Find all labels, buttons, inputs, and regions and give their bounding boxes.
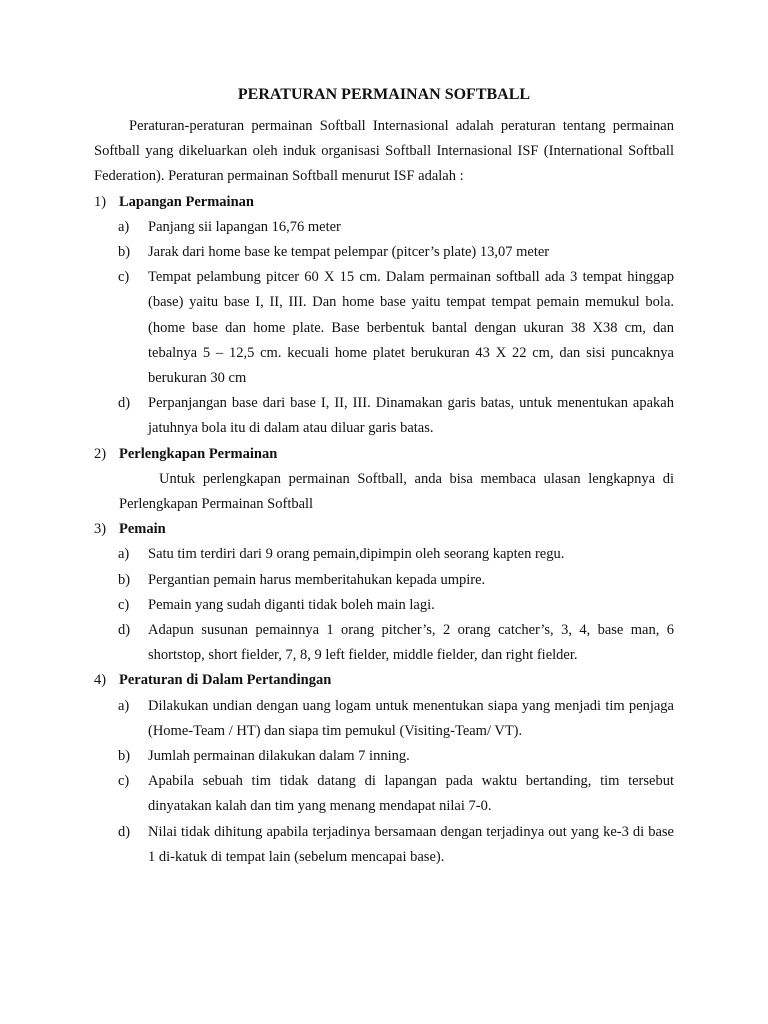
section-heading: Peraturan di Dalam Pertandingan — [119, 672, 332, 689]
section-pemain — [94, 517, 674, 668]
item-letter: b) — [118, 571, 131, 588]
paragraph-text: Untuk perlengkapan permainan Softball, anda bisa membaca ulasan lengkapnya di Perlengkapan Permainan Softball — [119, 470, 674, 513]
list-item — [94, 265, 674, 391]
list-item — [94, 215, 674, 240]
list-item — [94, 240, 674, 265]
section-paragraph — [94, 467, 674, 517]
item-letter: d) — [118, 395, 131, 412]
section-number: 4) — [94, 672, 107, 689]
item-text: Pergantian pemain harus memberitahukan kepada umpire. — [148, 571, 486, 588]
list-item — [94, 618, 674, 668]
item-list — [94, 694, 674, 870]
list-item — [94, 568, 674, 593]
item-text: Jumlah permainan dilakukan dalam 7 inning. — [148, 748, 410, 765]
item-letter: a) — [118, 218, 130, 235]
item-letter: a) — [118, 697, 130, 714]
item-text: Nilai tidak dihitung apabila terjadinya bersamaan dengan terjadinya out yang ke-3 di base 1 di-katuk di tempat lain (sebelum mencapai base). — [148, 823, 674, 865]
document-title: PERATURAN PERMAINAN SOFTBALL — [237, 86, 531, 103]
item-text: Jarak dari home base ke tempat pelempar (pitcer’s plate) 13,07 meter — [148, 244, 550, 261]
item-text: Pemain yang sudah diganti tidak boleh main lagi. — [148, 596, 435, 613]
item-letter: b) — [118, 748, 131, 765]
section-heading: Perlengkapan Permainan — [119, 445, 278, 462]
document-body — [94, 114, 674, 870]
list-item — [94, 744, 674, 769]
section-number: 2) — [94, 445, 107, 462]
section-heading: Pemain — [119, 521, 166, 538]
list-item — [94, 769, 674, 819]
item-list — [94, 542, 674, 668]
item-text: Adapun susunan pemainnya 1 orang pitcher’s, 2 orang catcher’s, 3, 4, base man, 6 shortstop, short fielder, 7, 8, 9 left fielder, middle fielder, dan right fielder. — [148, 622, 674, 664]
section-heading: Lapangan Permainan — [119, 193, 254, 210]
item-text: Satu tim terdiri dari 9 orang pemain,dipimpin oleh seorang kapten regu. — [148, 546, 565, 563]
item-text: Apabila sebuah tim tidak datang di lapangan pada waktu bertanding, tim tersebut dinyatakan kalah dan tim yang menang mendapat nilai 7-0. — [148, 773, 674, 815]
item-letter: c) — [118, 773, 130, 790]
item-letter: d) — [118, 823, 131, 840]
item-letter: c) — [118, 596, 130, 613]
list-item — [94, 542, 674, 567]
item-letter: b) — [118, 244, 131, 261]
item-letter: c) — [118, 269, 130, 286]
section-number: 1) — [94, 193, 107, 210]
list-item — [94, 391, 674, 441]
list-item — [94, 694, 674, 744]
item-list — [94, 215, 674, 442]
section-perlengkapan — [94, 442, 674, 518]
item-letter: a) — [118, 546, 130, 563]
list-item — [94, 593, 674, 618]
item-letter: d) — [118, 622, 131, 639]
item-text: Perpanjangan base dari base I, II, III. Dinamakan garis batas, untuk menentukan apakah jatuhnya bola itu di dalam atau diluar garis batas. — [148, 395, 674, 437]
intro-paragraph: Peraturan-peraturan permainan Softball Internasional adalah peraturan tentang permainan Softball yang dikeluarkan oleh induk organisasi Softball Internasional ISF (International Softball Federation). Peraturan permainan Softball menurut ISF adalah : — [94, 118, 674, 185]
section-peraturan-pertandingan — [94, 668, 674, 870]
section-number: 3) — [94, 521, 107, 538]
list-item — [94, 820, 674, 870]
item-text: Panjang sii lapangan 16,76 meter — [148, 218, 341, 235]
item-text: Tempat pelambung pitcer 60 X 15 cm. Dalam permainan softball ada 3 tempat hinggap (base) yaitu base I, II, III. Dan home base yaitu tempat tempat pemain memukul bola. (home base dan home plate. Base berbentuk bantal dengan ukuran 38 X38 cm, dan tebalnya 5 – 12,5 cm. kecuali home platet berukuran 43 X 22 cm, dan sisi puncaknya berukuran 30 cm — [148, 269, 674, 387]
section-lapangan — [94, 190, 674, 442]
item-text: Dilakukan undian dengan uang logam untuk menentukan siapa yang menjadi tim penjaga (Home-Team / HT) dan siapa tim pemukul (Visiting-Team/ VT). — [148, 697, 674, 739]
